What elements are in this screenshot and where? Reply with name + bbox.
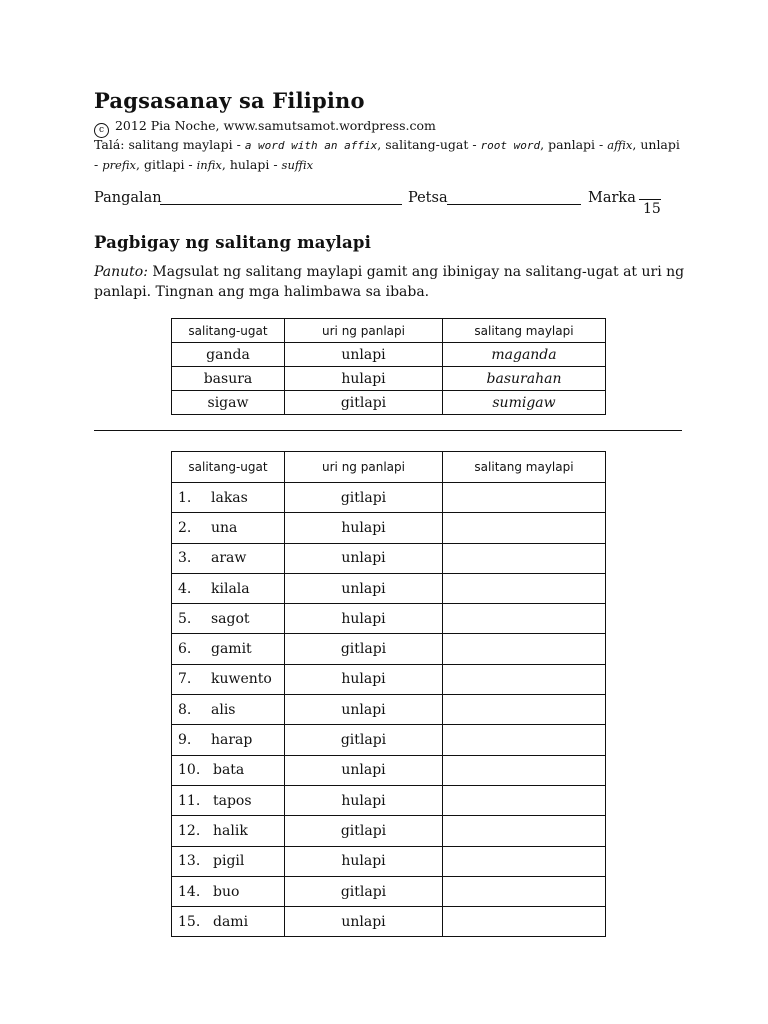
score-field[interactable] (639, 199, 661, 200)
divider (94, 430, 682, 431)
root-word-cell (172, 695, 285, 725)
item-number: 6. (178, 641, 192, 658)
answer-blank-cell[interactable] (443, 725, 606, 755)
root-word-cell (172, 634, 285, 664)
affix-type-cell: gitlapi (285, 391, 443, 415)
item-number: 11. (178, 792, 201, 809)
table-row (172, 907, 606, 937)
name-field[interactable] (160, 204, 402, 205)
note-text: Talá: salitang maylapi - (94, 137, 245, 152)
table-row (172, 725, 606, 755)
table-header-row (172, 452, 606, 483)
affix-type-cell: unlapi (285, 695, 443, 725)
affix-type-cell: gitlapi (285, 816, 443, 846)
note-text: , hulapi - (221, 157, 282, 172)
date-label: Petsa (408, 190, 448, 206)
root-word: pigil (213, 853, 245, 870)
root-word: bata (213, 762, 245, 779)
note-text: , gitlapi - (136, 157, 197, 172)
table-header-row (172, 319, 606, 343)
item-number: 3. (178, 550, 192, 567)
item-number: 8. (178, 701, 192, 718)
root-word-cell (172, 816, 285, 846)
item-number: 1. (178, 489, 192, 506)
answer-blank-cell[interactable] (443, 664, 606, 694)
item-number: 10. (178, 762, 201, 779)
score-total: 15 (643, 201, 661, 217)
student-info-fields (94, 190, 682, 220)
table-row (172, 483, 606, 513)
note-definition: suffix (281, 158, 314, 172)
root-word-cell (172, 876, 285, 906)
item-number: 15. (178, 913, 201, 930)
root-word-cell: sigaw (172, 391, 285, 415)
affix-type-cell: hulapi (285, 785, 443, 815)
item-number: 12. (178, 822, 201, 839)
affix-type-cell: unlapi (285, 343, 443, 367)
root-word: araw (211, 550, 247, 567)
root-word: gamit (211, 641, 252, 658)
root-word-cell (172, 513, 285, 543)
note-definition: prefix (102, 158, 137, 172)
answer-blank-cell[interactable] (443, 513, 606, 543)
affix-type-cell: hulapi (285, 367, 443, 391)
root-word-cell: basura (172, 367, 285, 391)
column-header: salitang maylapi (443, 319, 606, 343)
answer-blank-cell[interactable] (443, 573, 606, 603)
affix-type-cell: unlapi (285, 543, 443, 573)
answer-blank-cell[interactable] (443, 755, 606, 785)
note-definition: infix (196, 158, 222, 172)
answer-blank-cell[interactable] (443, 483, 606, 513)
root-word-cell (172, 785, 285, 815)
root-word: una (211, 519, 238, 536)
note-definition: root word (480, 139, 541, 152)
note-text: , unlapi - (94, 137, 680, 172)
affix-type-cell: hulapi (285, 604, 443, 634)
root-word-cell (172, 573, 285, 603)
table-row (172, 695, 606, 725)
root-word: kuwento (211, 671, 272, 688)
root-word-cell (172, 543, 285, 573)
root-word-cell (172, 846, 285, 876)
column-header: salitang-ugat (172, 319, 285, 343)
table-row (172, 513, 606, 543)
affix-type-cell: unlapi (285, 573, 443, 603)
root-word: buo (213, 883, 240, 900)
table-row (172, 816, 606, 846)
score-label: Marka (588, 190, 636, 206)
root-word: sagot (211, 610, 250, 627)
table-row (172, 876, 606, 906)
date-field[interactable] (447, 204, 581, 205)
answer-blank-cell[interactable] (443, 695, 606, 725)
item-number: 9. (178, 732, 192, 749)
affix-type-cell: hulapi (285, 846, 443, 876)
table-row (172, 664, 606, 694)
column-header: salitang maylapi (443, 452, 606, 483)
affix-type-cell: hulapi (285, 664, 443, 694)
exercise-table (171, 451, 606, 937)
root-word: kilala (211, 580, 250, 597)
affix-type-cell: gitlapi (285, 634, 443, 664)
root-word: alis (211, 701, 236, 718)
answer-cell: sumigaw (443, 391, 606, 415)
answer-blank-cell[interactable] (443, 816, 606, 846)
note-text: , salitang-ugat - (377, 137, 481, 152)
affix-type-cell: gitlapi (285, 483, 443, 513)
column-header: uri ng panlapi (285, 319, 443, 343)
answer-blank-cell[interactable] (443, 634, 606, 664)
root-word-cell (172, 604, 285, 634)
note-definition: a word with an affix (244, 139, 378, 152)
root-word-cell (172, 664, 285, 694)
table-row (172, 367, 606, 391)
table-row (172, 573, 606, 603)
affix-type-cell: hulapi (285, 513, 443, 543)
answer-cell: maganda (443, 343, 606, 367)
affix-type-cell: gitlapi (285, 876, 443, 906)
answer-blank-cell[interactable] (443, 543, 606, 573)
name-label: Pangalan (94, 190, 162, 206)
item-number: 4. (178, 580, 192, 597)
item-number: 7. (178, 671, 192, 688)
table-row (172, 543, 606, 573)
answer-blank-cell[interactable] (443, 846, 606, 876)
instructions (94, 262, 694, 302)
table-row (172, 634, 606, 664)
column-header: salitang-ugat (172, 452, 285, 483)
note-text: , panlapi - (540, 137, 608, 152)
affix-type-cell: unlapi (285, 755, 443, 785)
instruction-text: Magsulat ng salitang maylapi gamit ang ibinigay na salitang-ugat at uri ng panlapi. Tingnan ang mga halimbawa sa ibaba. (94, 264, 685, 300)
glossary-note (94, 135, 684, 175)
root-word: tapos (213, 792, 252, 809)
root-word: dami (213, 913, 249, 930)
instruction-label: Panuto: (94, 264, 148, 280)
note-definition: affix (607, 138, 633, 152)
example-table (171, 318, 606, 415)
answer-blank-cell[interactable] (443, 785, 606, 815)
section-title: Pagbigay ng salitang maylapi (94, 233, 372, 252)
root-word: halik (213, 822, 248, 839)
page-title: Pagsasanay sa Filipino (94, 88, 365, 113)
table-row (172, 391, 606, 415)
item-number: 2. (178, 519, 192, 536)
answer-cell: basurahan (443, 367, 606, 391)
answer-blank-cell[interactable] (443, 876, 606, 906)
table-row (172, 785, 606, 815)
item-number: 13. (178, 853, 201, 870)
affix-type-cell: unlapi (285, 907, 443, 937)
copyright-icon: c (94, 123, 109, 138)
answer-blank-cell[interactable] (443, 907, 606, 937)
table-row (172, 846, 606, 876)
table-row (172, 604, 606, 634)
root-word: harap (211, 732, 253, 749)
copyright-text: 2012 Pia Noche, www.samutsamot.wordpress.com (114, 118, 436, 133)
root-word: lakas (211, 489, 248, 506)
table-row (172, 755, 606, 785)
answer-blank-cell[interactable] (443, 604, 606, 634)
root-word-cell: ganda (172, 343, 285, 367)
column-header: uri ng panlapi (285, 452, 443, 483)
root-word-cell (172, 755, 285, 785)
item-number: 5. (178, 610, 192, 627)
item-number: 14. (178, 883, 201, 900)
table-row (172, 343, 606, 367)
affix-type-cell: gitlapi (285, 725, 443, 755)
root-word-cell (172, 907, 285, 937)
root-word-cell (172, 725, 285, 755)
root-word-cell (172, 483, 285, 513)
